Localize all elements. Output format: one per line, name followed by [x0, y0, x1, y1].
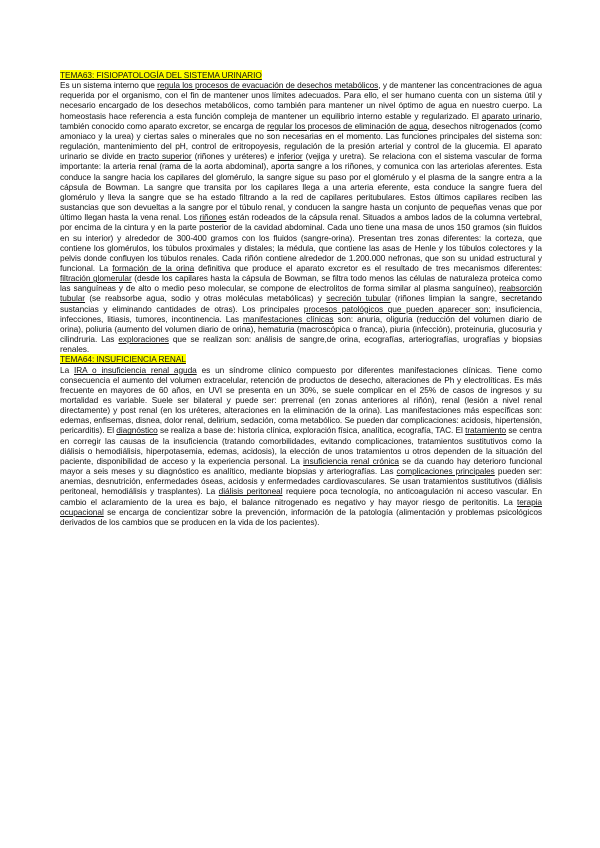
text-run: definitiva que produce el aparato excretor es el resultado de tres mecanismos diferentes: [194, 262, 542, 273]
underlined-term: formación de la orina [112, 262, 195, 273]
underlined-term: aparato urinario [481, 110, 540, 121]
document-page [60, 70, 542, 527]
text-run: (desde los capilares hasta la cápsula de Bowman, se filtra todo menos las células de naturaleza proteica como las sanguíneas y de alto o medio peso molecular, se compone de electrolitos de forma similar al plasma sanguíneo), [60, 273, 542, 294]
text-run: , y de mantener las concentraciones de agua requerida por el organismo, con el fin de mantener unos límites adecuados. Para ello, el ser humano cuenta con un sistema útil y necesario encargado de los desechos metabólicos, como también para mantener un nivel óptimo de agua en nuestro cuerpo. La homeostasis hace referencia a esta función compleja de mantener un equilibrio interno estable y regularizado. El [60, 80, 543, 121]
text-run: se encarga de concientizar sobre la prevención, información de la patología (alimentación y problemas psicológicos derivados de los cambios que se producen en la vida de los pacientes). [60, 506, 542, 527]
text-run: (vejiga y uretra). Se relaciona con el sistema vascular de forma importante: la arteria renal (rama de la aorta abdominal), aporta sangre a los riñones, y comunica con las arteriolas aferentes. Esta conduce la sangre hacia los capilares del glomérulo, la sangre sigue su paso por el glomérulo y el plasma de la sangre entra a la cápsula de Bowman. La sangre que transita por los capilares llega a una arteria eferente, esta conduce la sangre fuera del glomérulo y lleva la sangre que se ha estado filtrando a la red de capilares peritubulares. Estos últimos capilares reciben las sustancias que son devueltas a la sangre por el túbulo renal, y conducen la sangre hasta un conjunto de pequeñas venas que por último llegan hasta la vena renal. Los [60, 151, 542, 223]
paragraph-insuficiencia-renal [60, 365, 542, 528]
text-run: que se realizan son: análisis de sangre,de orina, ecografías, arteriografías, urografías y biopsias renales. [60, 334, 542, 355]
section-title: TEMA63: FISIOPATOLOGÍA DEL SISTEMA URINARIO [60, 70, 262, 80]
text-run: (riñones limpian la sangre, secretando sustancias y eliminando cantidades de otras). Los principales [60, 293, 542, 314]
text-run: se centra en corregir las causas de la insuficiencia (tratando comorbilidades, evitando complicaciones, tratamientos sustitutivos como la diálisis o hemodiálisis, hiperpotasemia, edemas, acidosis), la elección de unos tratamientos u otros dependen de la situación del paciente, disponibilidad de acceso y la experiencia personal. La [60, 425, 542, 466]
underlined-term: insuficiencia renal crónica [303, 455, 399, 466]
paragraph-sistema-urinario [60, 80, 542, 354]
underlined-term: riñones [199, 212, 227, 223]
underlined-term: filtración glomerular [60, 273, 132, 284]
section-heading-tema63 [60, 70, 542, 80]
underlined-term: diálisis peritoneal [218, 486, 283, 497]
text-run: son: anuria, oliguria (reducción del volumen diario de orina), poliuria (aumento del volumen diario de orina), hematuria (macroscópica o franca), piuria (infección), proteinuria, glucosuria y cilindruria. Las [60, 313, 543, 345]
underlined-term: reabsorción tubular [60, 283, 542, 304]
text-run: están rodeados de la cápsula renal. Situados a ambos lados de la columna vertebral, por encima de la cintura y en la parte posterior de la cavidad abdominal. Cada uno tiene una masa de unos 150 gramos (sin fluidos en su interior) y alrededor de 300-400 gramos con los fluidos (sangre-orina). Presentan tres zonas diferentes: la corteza, que contiene los glomérulos, los túbulos proximales y distales; la médula, que contiene las asas de Henle y los túbulos colectores y la pelvis donde confluyen los túbulos renales. Cada riñón contiene alrededor de 1.200.000 nefronas, que son su unidad estructural y funcional. La [60, 212, 543, 273]
text-run: insuficiencia, infecciones, litiasis, tumores, incontinencia. Las [60, 303, 542, 324]
underlined-term: complicaciones principales [396, 466, 495, 477]
text-run: se realiza a base de: historia clínica, exploración física, analítica, ecografía, TAC. El [157, 425, 466, 436]
text-run: , desechos nitrogenados (como amoniaco y la urea) y ciertas sales o minerales que no son necesarias en el momento. Las funciones principales del sistema son: regulación, mantenimiento del pH, control de eritropoyesis, regulación de la presión arterial y control de la glucemia. El aparato urinario se divide en [60, 120, 542, 162]
text-run: es un síndrome clínico compuesto por diferentes manifestaciones clínicas. Tiene como consecuencia el aumento del volumen extracelular, retención de productos de desecho, alteraciones de Ph y electrolíticas. Es más frecuente en mayores de 60 años, en UVI se presenta en un 30%, se suele complicar en el 25% de casos de ingresos y su mortalidad es variable. Suele ser bilateral y puede ser: prerrenal (en zonas anteriores al riñón), renal (lesión a nivel renal directamente) y post renal (en los uréteres, alteraciones en la eliminación de la orina). Las manifestaciones más específicas son: edemas, enfisemas, disnea, dolor renal, delirium, sedación, coma metabólico. Se pueden dar complicaciones: acidosis, hipertensión, pericarditis). El [60, 364, 542, 436]
underlined-term: exploraciones [118, 334, 169, 345]
text-run: se da cuando hay deterioro funcional mayor a seis meses y su diagnóstico es analítico, mediante biopsias y arteriografías. Las [60, 455, 543, 477]
underlined-term: inferior [277, 151, 303, 162]
underlined-term: manifestaciones clínicas [243, 313, 334, 324]
underlined-term: tracto superior [138, 151, 192, 162]
underlined-term: secreción tubular [326, 293, 391, 304]
text-run: (riñones y uréteres) e [191, 151, 278, 162]
underlined-term: regular los procesos de eliminación de agua [267, 120, 428, 131]
text-run: La [60, 364, 74, 375]
text-run: (se reabsorbe agua, sodio y otras moléculas metabólicas) y [85, 293, 327, 304]
text-run: pueden ser: anemias, desnutrición, enfermedades óseas, acidosis y enfermedades cardiovasculares. Se usan tratamientos sustitutivos (diálisis peritoneal, hemodiálisis y trasplantes). La [60, 466, 542, 497]
section-heading-tema64 [60, 354, 542, 364]
underlined-term: IRA o insuficiencia renal aguda [73, 364, 197, 375]
text-run: , también conocido como aparato excretor, se encarga de [60, 110, 542, 131]
section-title: TEMA64: INSUFICIENCIA RENAL [60, 354, 186, 365]
text-run: requiere poca tecnología, no anticoagulación ni acceso vascular. En cambio el aclaramiento de la urea es bajo, el balance nitrogenado es negativo y hay mayor riesgo de peritonitis. La [60, 486, 542, 507]
underlined-term: terapia ocupacional [60, 496, 542, 517]
underlined-term: tratamiento [465, 425, 507, 436]
underlined-term: diagnóstico [116, 425, 158, 436]
text-run: Es un sistema interno que [60, 80, 158, 91]
underlined-term: procesos patológicos que pueden aparecer son: [303, 303, 491, 314]
underlined-term: regula los procesos de evacuación de desechos metabólicos [157, 80, 379, 91]
